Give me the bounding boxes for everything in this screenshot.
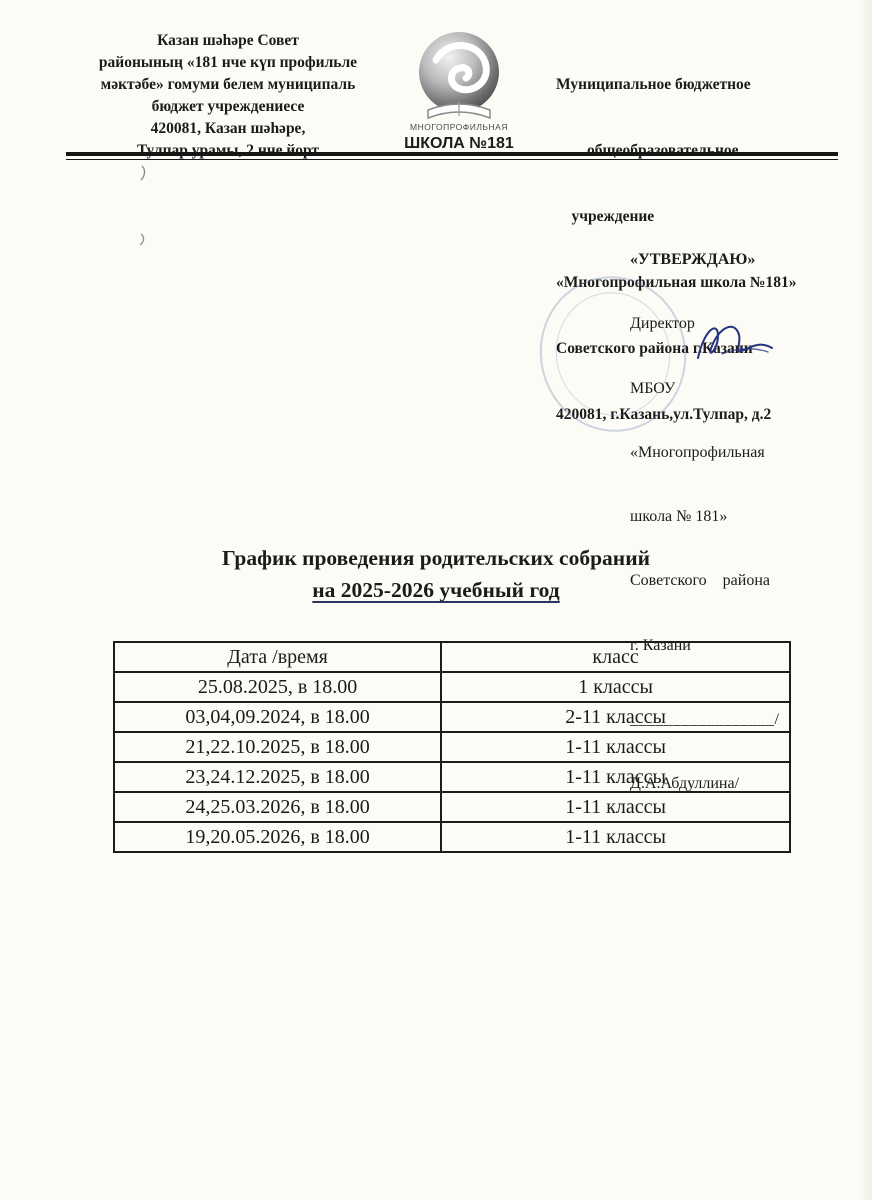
letterhead-right-line: «Многопрофильная школа №181» — [556, 274, 797, 291]
letterhead-divider-rule — [66, 152, 838, 160]
signature-line: _________________/ — [630, 711, 780, 729]
table-row — [114, 762, 790, 792]
letterhead-right-line: Муниципальное бюджетное — [556, 76, 751, 93]
table-header-class: класс — [441, 642, 790, 672]
table-cell-class: 1-11 классы — [441, 762, 790, 792]
approval-line: г. Казани — [630, 636, 691, 654]
letterhead-right-line: учреждение — [556, 208, 655, 225]
logo-text-line1: МНОГОПРОФИЛЬНАЯ — [410, 122, 508, 132]
document-title-line2: на 2025-2026 учебный год — [312, 578, 560, 603]
table-cell-date: 23,24.12.2025, в 18.00 — [114, 762, 441, 792]
schedule-table — [113, 641, 791, 853]
letterhead-left — [66, 30, 390, 162]
table-row — [114, 792, 790, 822]
table-header-date: Дата /время — [114, 642, 441, 672]
table-cell-date: 25.08.2025, в 18.00 — [114, 672, 441, 702]
approval-title: «УТВЕРЖДАЮ» — [630, 250, 756, 268]
document-title-line1: График проведения родительских собраний — [222, 546, 650, 570]
letterhead-left-line: районының «181 нче күп профильле — [98, 54, 358, 71]
letterhead-left-line: мәктәбе» гомуми белем муниципаль — [100, 76, 356, 93]
approval-line: школа № 181» — [630, 508, 728, 526]
pen-mark — [136, 232, 152, 248]
table-row — [114, 732, 790, 762]
letterhead-left-line: Казан шәһәре Совет — [157, 32, 299, 49]
document-title — [0, 542, 872, 607]
director-name: Д.А.Абдуллина/ — [630, 775, 740, 793]
logo-text-line2: ШКОЛА №181 — [404, 135, 514, 152]
letterhead-left-line: 420081, Казан шәһәре, — [150, 120, 306, 137]
table-row — [114, 672, 790, 702]
table-cell-date: 24,25.03.2026, в 18.00 — [114, 792, 441, 822]
letterhead-right-line: 420081, г.Казань,ул.Тулпар, д.2 — [556, 406, 772, 423]
table-cell-class: 1-11 классы — [441, 822, 790, 852]
approval-line: Директор — [630, 315, 695, 333]
table-cell-class: 1-11 классы — [441, 792, 790, 822]
approval-line: «Многопрофильная — [630, 443, 765, 461]
table-row — [114, 702, 790, 732]
approval-line: Советского района — [630, 572, 770, 590]
table-cell-date: 19,20.05.2026, в 18.00 — [114, 822, 441, 852]
approval-line: МБОУ — [630, 379, 676, 397]
table-cell-class: 1-11 классы — [441, 732, 790, 762]
letterhead-right-line: Советского района г.Казани — [556, 340, 753, 357]
handwritten-signature — [688, 314, 792, 372]
table-row — [114, 822, 790, 852]
school-logo-graphic — [398, 26, 520, 160]
table-cell-date: 03,04,09.2024, в 18.00 — [114, 702, 441, 732]
school-logo — [398, 26, 520, 160]
table-cell-date: 21,22.10.2025, в 18.00 — [114, 732, 441, 762]
pen-mark — [138, 164, 154, 182]
table-cell-class: 1 классы — [441, 672, 790, 702]
letterhead-right-line: общеобразовательное — [556, 142, 739, 159]
table-header-row — [114, 642, 790, 672]
table-cell-class: 2-11 классы — [441, 702, 790, 732]
letterhead-left-line: Тулпар урамы, 2 нче йорт — [136, 142, 320, 159]
letterhead-left-line: бюджет учреждениесе — [151, 98, 305, 115]
